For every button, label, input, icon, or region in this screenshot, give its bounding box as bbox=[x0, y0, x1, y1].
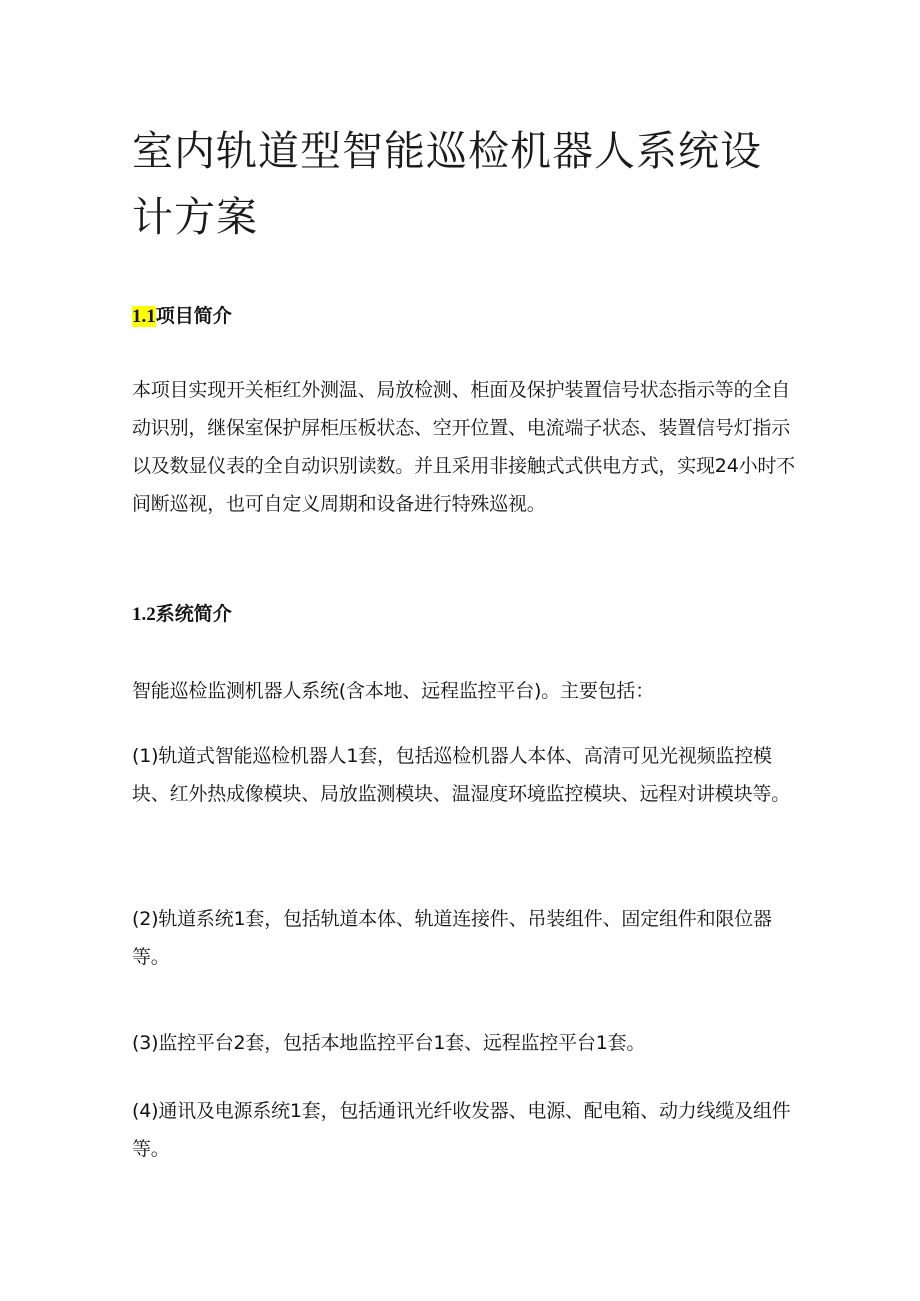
system-intro-paragraph: 智能巡检监测机器人系统(含本地、远程监控平台)。主要包括： bbox=[132, 680, 655, 702]
section-number: 1.2 bbox=[132, 604, 156, 625]
document-title: 室内轨道型智能巡检机器人系统设计方案 bbox=[132, 127, 762, 241]
section-heading-text: 项目简介 bbox=[155, 305, 232, 327]
project-intro-paragraph: 本项目实现开关柜红外测温、局放检测、柜面及保护装置信号状态指示等的全自动识别，继保室保护屏柜压板状态、空开位置、电流端子状态、装置信号灯指示以及数显仪表的全自动识别读数。并且采用非接触式式供电方式，实现24小时不间断巡视，也可自定义周期和设备进行特殊巡视。 bbox=[132, 379, 795, 515]
list-item-robot: (1)轨道式智能巡检机器人1套，包括巡检机器人本体、高清可见光视频监控模块、红外热成像模块、局放监测模块、温湿度环境监控模块、远程对讲模块等。 bbox=[132, 745, 791, 805]
section-heading-project-intro bbox=[132, 303, 232, 330]
list-item-communication-power: (4)通讯及电源系统1套，包括通讯光纤收发器、电源、配电箱、动力线缆及组件等。 bbox=[132, 1100, 791, 1160]
section-number: 1.1 bbox=[132, 306, 156, 327]
section-heading-system-intro bbox=[132, 601, 232, 628]
section-heading-text: 系统简介 bbox=[155, 603, 232, 625]
list-item-track: (2)轨道系统1套，包括轨道本体、轨道连接件、吊装组件、固定组件和限位器等。 bbox=[132, 908, 772, 968]
list-item-monitor-platform: (3)监控平台2套，包括本地监控平台1套、远程监控平台1套。 bbox=[132, 1032, 646, 1054]
